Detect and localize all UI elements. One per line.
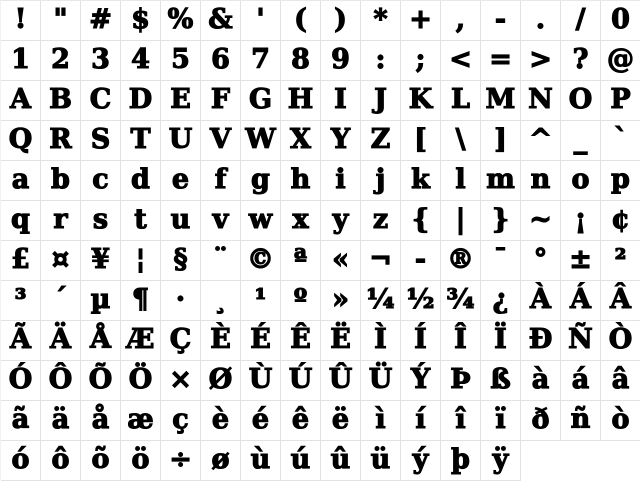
glyph-cell[interactable]: m	[481, 161, 521, 201]
glyph-cell[interactable]: ®	[441, 241, 481, 281]
glyph-cell[interactable]: 0	[601, 1, 640, 41]
glyph-cell[interactable]: Z	[361, 121, 401, 161]
glyph-cell[interactable]: ,	[441, 1, 481, 41]
glyph-cell[interactable]: ¬	[361, 241, 401, 281]
glyph-cell[interactable]: G	[241, 81, 281, 121]
glyph-cell[interactable]: è	[201, 401, 241, 441]
glyph-cell[interactable]: -	[481, 1, 521, 41]
glyph-cell[interactable]: ÷	[161, 441, 201, 481]
glyph-cell[interactable]: ³	[1, 281, 41, 321]
glyph-cell[interactable]: Ç	[161, 321, 201, 361]
glyph-cell[interactable]: Ý	[401, 361, 441, 401]
glyph-cell[interactable]: =	[481, 41, 521, 81]
glyph-cell[interactable]: ¨	[201, 241, 241, 281]
glyph-cell[interactable]: å	[81, 401, 121, 441]
glyph-cell[interactable]: 4	[121, 41, 161, 81]
glyph-cell[interactable]: Q	[1, 121, 41, 161]
glyph-cell[interactable]: ö	[121, 441, 161, 481]
glyph-cell[interactable]: Í	[401, 321, 441, 361]
glyph-cell[interactable]: µ	[81, 281, 121, 321]
glyph-cell[interactable]: 5	[161, 41, 201, 81]
glyph-cell[interactable]: {	[401, 201, 441, 241]
glyph-cell[interactable]: q	[1, 201, 41, 241]
glyph-cell[interactable]: ¥	[81, 241, 121, 281]
glyph-cell[interactable]: »	[321, 281, 361, 321]
glyph-cell[interactable]: w	[241, 201, 281, 241]
glyph-cell[interactable]: O	[561, 81, 601, 121]
glyph-cell[interactable]: `	[601, 121, 640, 161]
glyph-cell[interactable]: s	[81, 201, 121, 241]
glyph-cell[interactable]: ï	[481, 401, 521, 441]
glyph-cell[interactable]: Þ	[441, 361, 481, 401]
glyph-cell[interactable]: W	[241, 121, 281, 161]
glyph-cell[interactable]: i	[321, 161, 361, 201]
glyph-cell[interactable]: ß	[481, 361, 521, 401]
glyph-cell[interactable]: >	[521, 41, 561, 81]
glyph-cell[interactable]: A	[1, 81, 41, 121]
glyph-cell[interactable]: 3	[81, 41, 121, 81]
glyph-cell[interactable]: à	[521, 361, 561, 401]
glyph-cell[interactable]: r	[41, 201, 81, 241]
glyph-cell[interactable]: 9	[321, 41, 361, 81]
glyph-cell[interactable]: |	[441, 201, 481, 241]
glyph-cell[interactable]: &	[201, 1, 241, 41]
glyph-cell[interactable]: l	[441, 161, 481, 201]
glyph-cell[interactable]: ù	[241, 441, 281, 481]
glyph-cell[interactable]: ¦	[121, 241, 161, 281]
glyph-cell[interactable]: Ã	[1, 321, 41, 361]
glyph-cell[interactable]: Ô	[41, 361, 81, 401]
glyph-cell[interactable]: ø	[201, 441, 241, 481]
glyph-cell[interactable]: }	[481, 201, 521, 241]
glyph-cell[interactable]: ~	[521, 201, 561, 241]
glyph-cell[interactable]: §	[161, 241, 201, 281]
glyph-cell[interactable]: ×	[161, 361, 201, 401]
glyph-cell[interactable]: Y	[321, 121, 361, 161]
glyph-cell[interactable]: ´	[41, 281, 81, 321]
glyph-cell[interactable]: $	[121, 1, 161, 41]
glyph-cell[interactable]: Ù	[241, 361, 281, 401]
glyph-cell[interactable]: e	[161, 161, 201, 201]
glyph-cell[interactable]: V	[201, 121, 241, 161]
glyph-cell[interactable]: S	[81, 121, 121, 161]
glyph-cell[interactable]: Ð	[521, 321, 561, 361]
glyph-cell[interactable]: ó	[1, 441, 41, 481]
glyph-cell[interactable]: ¡	[561, 201, 601, 241]
glyph-cell[interactable]: p	[601, 161, 640, 201]
glyph-cell[interactable]: k	[401, 161, 441, 201]
glyph-cell[interactable]: z	[361, 201, 401, 241]
glyph-cell[interactable]: "	[41, 1, 81, 41]
glyph-cell[interactable]: ¯	[481, 241, 521, 281]
glyph-cell[interactable]: P	[601, 81, 640, 121]
glyph-cell[interactable]: ;	[401, 41, 441, 81]
glyph-cell[interactable]: f	[201, 161, 241, 201]
glyph-cell[interactable]: F	[201, 81, 241, 121]
glyph-cell[interactable]: @	[601, 41, 640, 81]
glyph-cell[interactable]: y	[321, 201, 361, 241]
glyph-cell[interactable]: Å	[81, 321, 121, 361]
glyph-cell[interactable]: ¿	[481, 281, 521, 321]
glyph-cell[interactable]: ¶	[121, 281, 161, 321]
glyph-cell[interactable]: *	[361, 1, 401, 41]
glyph-cell[interactable]: ·	[161, 281, 201, 321]
glyph-cell[interactable]: û	[321, 441, 361, 481]
glyph-cell[interactable]: õ	[81, 441, 121, 481]
glyph-cell[interactable]: ã	[1, 401, 41, 441]
glyph-cell[interactable]: À	[521, 281, 561, 321]
glyph-cell[interactable]: ñ	[561, 401, 601, 441]
glyph-cell[interactable]: ¾	[441, 281, 481, 321]
glyph-cell[interactable]: T	[121, 121, 161, 161]
glyph-cell[interactable]: _	[561, 121, 601, 161]
glyph-cell[interactable]: [	[401, 121, 441, 161]
glyph-cell[interactable]: %	[161, 1, 201, 41]
glyph-cell[interactable]: /	[561, 1, 601, 41]
glyph-cell[interactable]: «	[321, 241, 361, 281]
glyph-cell[interactable]: E	[161, 81, 201, 121]
glyph-cell[interactable]: É	[241, 321, 281, 361]
glyph-cell[interactable]: '	[241, 1, 281, 41]
glyph-cell[interactable]: t	[121, 201, 161, 241]
glyph-cell[interactable]: Ñ	[561, 321, 601, 361]
glyph-cell[interactable]: Ï	[481, 321, 521, 361]
glyph-cell[interactable]: ç	[161, 401, 201, 441]
glyph-cell[interactable]: Ü	[361, 361, 401, 401]
glyph-cell[interactable]: ô	[41, 441, 81, 481]
glyph-cell[interactable]: ¤	[41, 241, 81, 281]
glyph-cell[interactable]: <	[441, 41, 481, 81]
glyph-cell[interactable]: .	[521, 1, 561, 41]
glyph-cell[interactable]: I	[321, 81, 361, 121]
glyph-cell[interactable]: B	[41, 81, 81, 121]
glyph-cell[interactable]: Ê	[281, 321, 321, 361]
glyph-cell[interactable]: M	[481, 81, 521, 121]
glyph-cell[interactable]: g	[241, 161, 281, 201]
glyph-cell[interactable]: ¸	[201, 281, 241, 321]
glyph-cell[interactable]: î	[441, 401, 481, 441]
glyph-cell[interactable]: ¼	[361, 281, 401, 321]
glyph-cell[interactable]: ^	[521, 121, 561, 161]
glyph-cell[interactable]: Ò	[601, 321, 640, 361]
glyph-cell[interactable]: °	[521, 241, 561, 281]
glyph-cell[interactable]: á	[561, 361, 601, 401]
glyph-cell[interactable]: í	[401, 401, 441, 441]
glyph-cell[interactable]: #	[81, 1, 121, 41]
glyph-cell[interactable]: Ö	[121, 361, 161, 401]
glyph-cell[interactable]: ¢	[601, 201, 640, 241]
glyph-cell[interactable]: Á	[561, 281, 601, 321]
glyph-cell[interactable]: ê	[281, 401, 321, 441]
glyph-cell[interactable]: Õ	[81, 361, 121, 401]
glyph-cell[interactable]: Â	[601, 281, 640, 321]
glyph-cell[interactable]: Æ	[121, 321, 161, 361]
glyph-cell[interactable]: -	[401, 241, 441, 281]
glyph-cell[interactable]: ª	[281, 241, 321, 281]
glyph-cell[interactable]: L	[441, 81, 481, 121]
glyph-cell[interactable]: d	[121, 161, 161, 201]
empty-cell	[521, 441, 640, 481]
glyph-cell[interactable]: 8	[281, 41, 321, 81]
glyph-cell[interactable]: Û	[321, 361, 361, 401]
glyph-cell[interactable]: j	[361, 161, 401, 201]
glyph-cell[interactable]: ?	[561, 41, 601, 81]
glyph-cell[interactable]: x	[281, 201, 321, 241]
glyph-cell[interactable]: ð	[521, 401, 561, 441]
glyph-cell[interactable]: â	[601, 361, 640, 401]
glyph-cell[interactable]: X	[281, 121, 321, 161]
glyph-cell[interactable]: º	[281, 281, 321, 321]
glyph-cell[interactable]: Î	[441, 321, 481, 361]
glyph-cell[interactable]: ½	[401, 281, 441, 321]
glyph-cell[interactable]: þ	[441, 441, 481, 481]
glyph-cell[interactable]: ]	[481, 121, 521, 161]
glyph-cell[interactable]: Ú	[281, 361, 321, 401]
glyph-cell[interactable]: a	[1, 161, 41, 201]
glyph-cell[interactable]: ò	[601, 401, 640, 441]
glyph-cell[interactable]: ²	[601, 241, 640, 281]
glyph-cell[interactable]: £	[1, 241, 41, 281]
glyph-cell[interactable]: h	[281, 161, 321, 201]
glyph-cell[interactable]: ©	[241, 241, 281, 281]
glyph-cell[interactable]: :	[361, 41, 401, 81]
glyph-cell[interactable]: Ó	[1, 361, 41, 401]
glyph-cell[interactable]: U	[161, 121, 201, 161]
glyph-cell[interactable]: )	[321, 1, 361, 41]
glyph-cell[interactable]: \	[441, 121, 481, 161]
glyph-cell[interactable]: !	[1, 1, 41, 41]
glyph-cell[interactable]: Ä	[41, 321, 81, 361]
glyph-cell[interactable]: D	[121, 81, 161, 121]
glyph-cell[interactable]: ë	[321, 401, 361, 441]
glyph-cell[interactable]: b	[41, 161, 81, 201]
glyph-cell[interactable]: 2	[41, 41, 81, 81]
glyph-cell[interactable]: é	[241, 401, 281, 441]
glyph-cell[interactable]: Ë	[321, 321, 361, 361]
glyph-cell[interactable]: (	[281, 1, 321, 41]
glyph-cell[interactable]: ì	[361, 401, 401, 441]
glyph-cell[interactable]: ±	[561, 241, 601, 281]
glyph-cell[interactable]: H	[281, 81, 321, 121]
glyph-cell[interactable]: K	[401, 81, 441, 121]
glyph-cell[interactable]: u	[161, 201, 201, 241]
glyph-cell[interactable]: ¹	[241, 281, 281, 321]
glyph-cell[interactable]: J	[361, 81, 401, 121]
glyph-cell[interactable]: C	[81, 81, 121, 121]
glyph-cell[interactable]: Ø	[201, 361, 241, 401]
glyph-cell[interactable]: ÿ	[481, 441, 521, 481]
glyph-cell[interactable]: ä	[41, 401, 81, 441]
glyph-cell[interactable]: æ	[121, 401, 161, 441]
glyph-cell[interactable]: Ì	[361, 321, 401, 361]
glyph-cell[interactable]: È	[201, 321, 241, 361]
glyph-cell[interactable]: 1	[1, 41, 41, 81]
glyph-cell[interactable]: ü	[361, 441, 401, 481]
glyph-cell[interactable]: 6	[201, 41, 241, 81]
glyph-cell[interactable]: c	[81, 161, 121, 201]
glyph-cell[interactable]: ú	[281, 441, 321, 481]
glyph-cell[interactable]: +	[401, 1, 441, 41]
glyph-cell[interactable]: o	[561, 161, 601, 201]
glyph-cell[interactable]: 7	[241, 41, 281, 81]
glyph-cell[interactable]: ý	[401, 441, 441, 481]
glyph-cell[interactable]: v	[201, 201, 241, 241]
glyph-cell[interactable]: N	[521, 81, 561, 121]
glyph-cell[interactable]: R	[41, 121, 81, 161]
glyph-cell[interactable]: n	[521, 161, 561, 201]
